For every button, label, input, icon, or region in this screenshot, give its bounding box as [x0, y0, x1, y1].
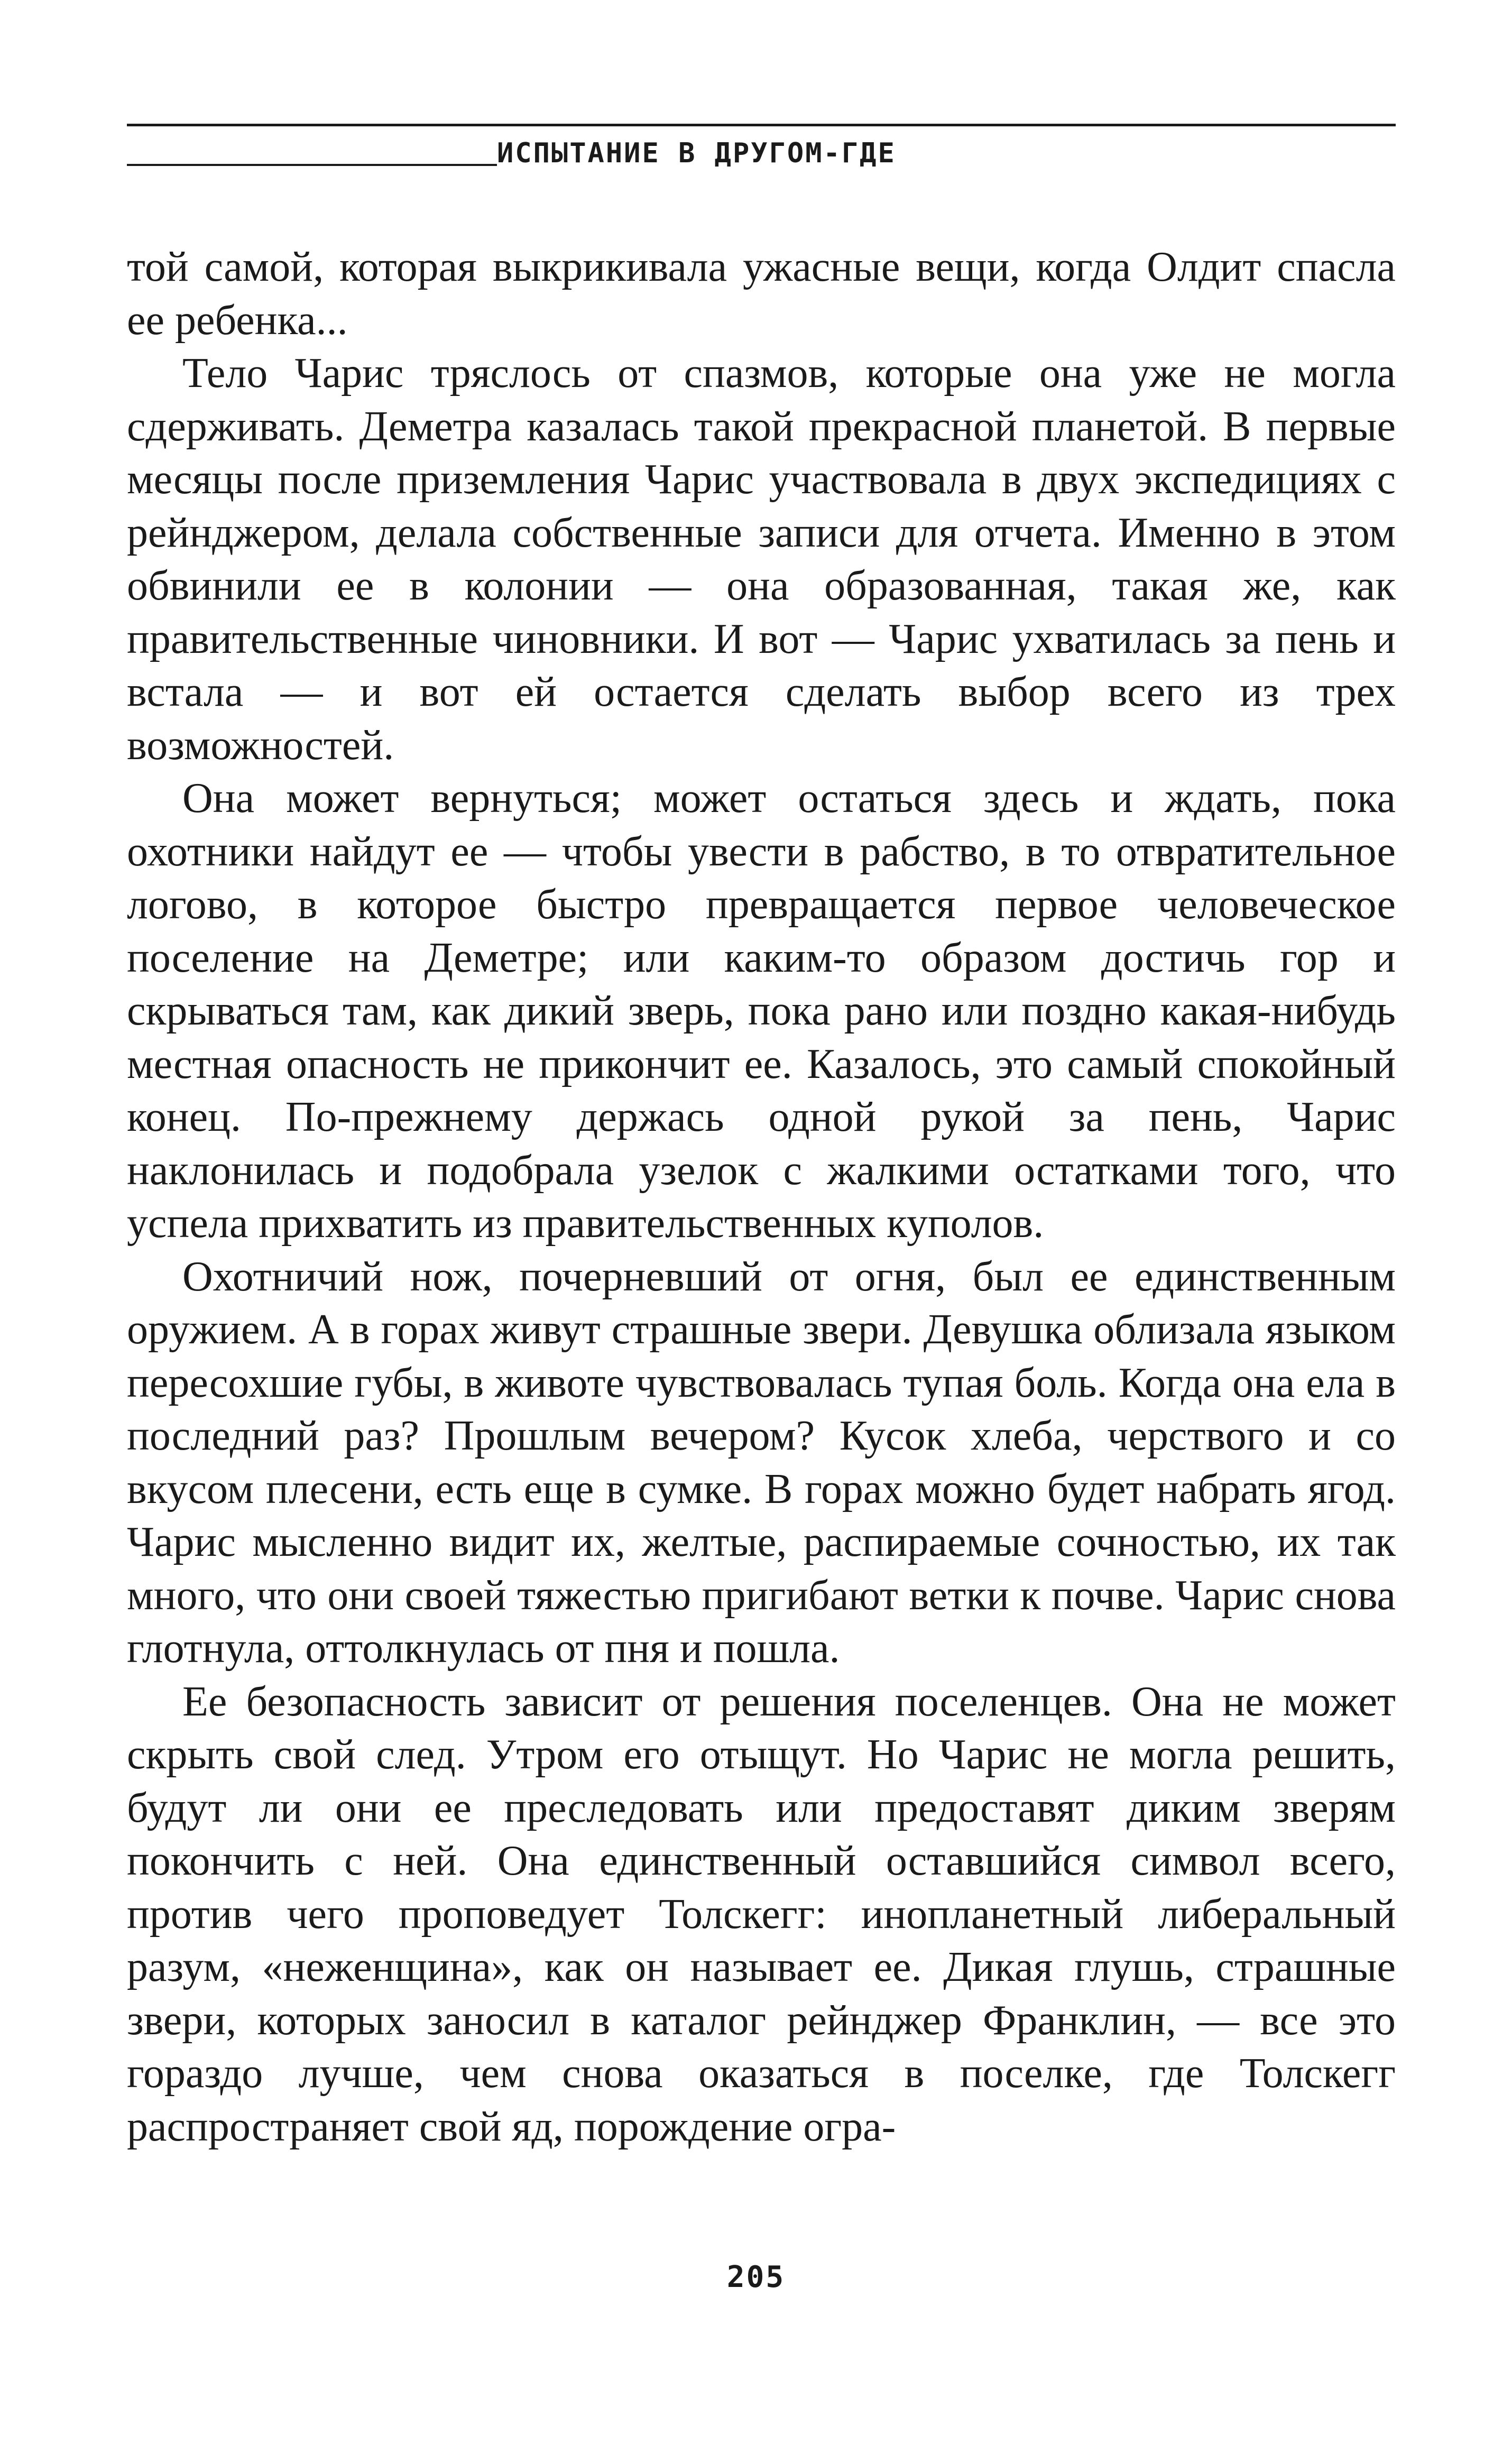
running-head-title: ИСПЫТАНИЕ В ДРУГОМ-ГДЕ: [497, 137, 896, 169]
top-rule: [127, 124, 1396, 126]
body-text: [127, 241, 1396, 2153]
paragraph: Она может вернуться; может остаться здесь и ждать, пока охотники найдут ее — чтобы увести в рабство, в то отвратительное логово, в которое быстро превращается первое человеческое поселение на Деметре; или каким-то образом достичь гор и скрываться там, как дикий зверь, пока рано или поздно какая-нибудь местная опасность не прикончит ее. Казалось, это самый спокойный конец. По-прежнему держась одной рукой за пень, Чарис наклонилась и подобрала узелок с жалкими остатками того, что успела прихватить из правительственных куполов.: [127, 775, 1396, 1247]
paragraph: Ее безопасность зависит от решения поселенцев. Она не может скрыть свой след. Утром его отыщут. Но Чарис не могла решить, будут ли они ее преследовать или предоставят диким зверям покончить с ней. Она единственный оставшийся символ всего, против чего проповедует Толскегг: инопланетный либеральный разум, «неженщина», как он называет ее. Дикая глушь, страшные звери, которых заносил в каталог рейнджер Франклин, — все это гораздо лучше, чем снова оказаться в поселке, где Толскегг распространяет свой яд, порождение огра-: [127, 1678, 1396, 2150]
paragraph: Тело Чарис тряслось от спазмов, которые она уже не могла сдерживать. Деметра казалась такой прекрасной планетой. В первые месяцы после приземления Чарис участвовала в двух экспедициях с рейнджером, делала собственные записи для отчета. Именно в этом обвинили ее в колонии — она образованная, такая же, как правительственные чиновники. И вот — Чарис ухватилась за пень и встала — и вот ей остается сделать выбор всего из трех возможностей.: [127, 350, 1396, 769]
running-head: [127, 134, 1396, 171]
running-head-rule: [127, 164, 497, 166]
page-number: 205: [726, 2260, 786, 2294]
paragraph: Охотничий нож, почерневший от огня, был ее единственным оружием. А в горах живут страшные звери. Девушка облизала языком пересохшие губы, в животе чувствовалась тупая боль. Когда она ела в последний раз? Прошлым вечером? Кусок хлеба, черствого и со вкусом плесени, есть еще в сумке. В горах можно будет набрать ягод. Чарис мысленно видит их, желтые, распираемые сочностью, их так много, что они своей тяжестью пригибают ветки к почве. Чарис снова глотнула, оттолкнулась от пня и пошла.: [127, 1253, 1396, 1672]
paragraph: той самой, которая выкрикивала ужасные вещи, когда Олдит спасла ее ребенка...: [127, 244, 1396, 344]
